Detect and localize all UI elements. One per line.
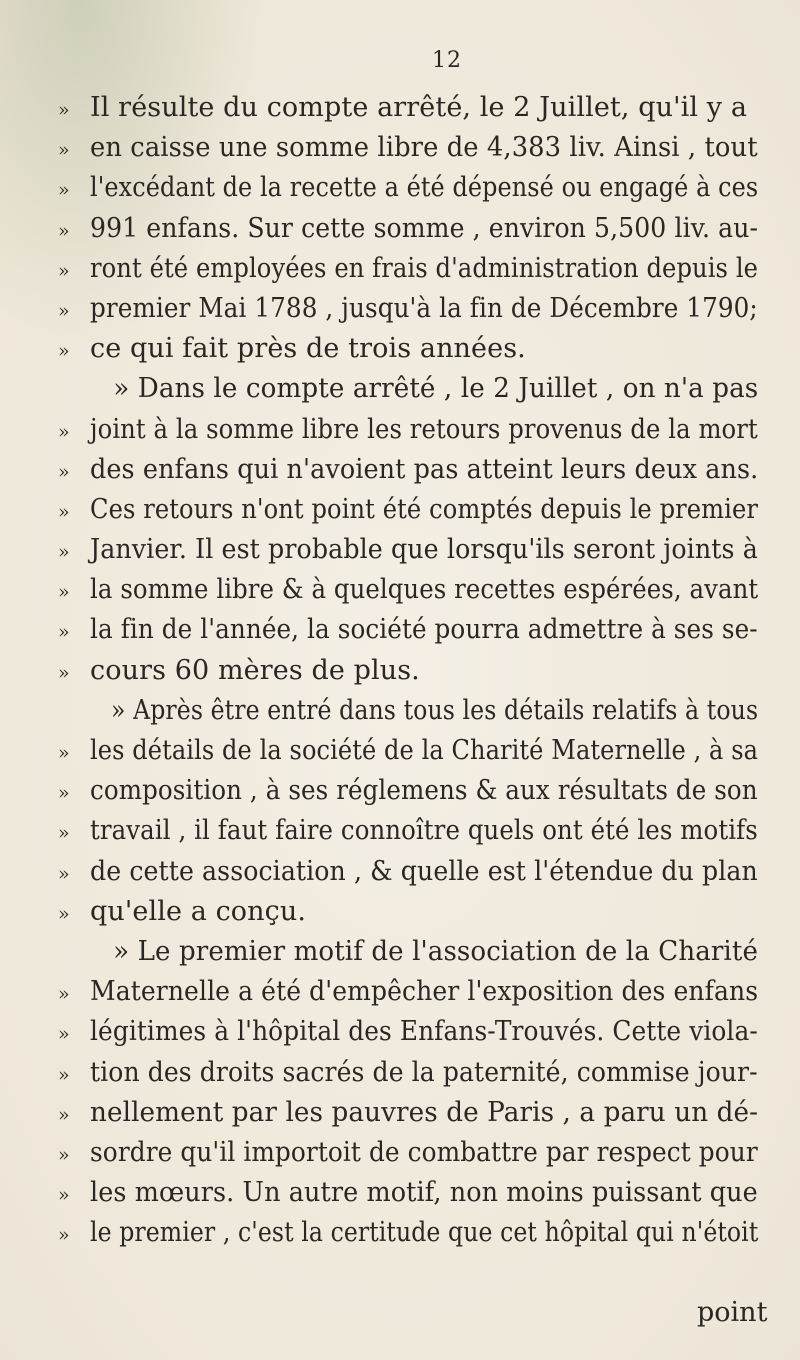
text-line — [58, 695, 758, 735]
text-line — [58, 614, 758, 654]
line-text: travail , il faut faire connoître quels ont été les motifs — [90, 815, 758, 847]
line-text: Ces retours n'ont point été comptés depuis le premier — [90, 493, 759, 525]
quote-mark: » — [58, 460, 70, 483]
line-text: premier Mai 1788 , jusqu'à la fin de Décembre 1790; — [90, 292, 758, 324]
quote-mark: » — [58, 219, 70, 242]
text-line — [58, 454, 758, 494]
text-line — [58, 856, 758, 896]
quote-mark: » — [58, 742, 70, 764]
line-text: tion des droits sacrés de la paternité, commise jour- — [90, 1056, 758, 1088]
text-line — [58, 253, 758, 293]
catchword: point — [697, 1297, 768, 1328]
quote-mark: » — [58, 1184, 70, 1207]
page-number: 12 — [432, 48, 462, 73]
line-text: l'excédant de la recette a été dépensé ou engagé à ces — [90, 172, 759, 204]
text-line — [58, 132, 758, 172]
quote-mark: » — [58, 621, 70, 644]
line-text: les détails de la société de la Charité Maternelle , à sa — [90, 735, 759, 766]
text-line — [58, 373, 758, 413]
quote-mark: » — [58, 661, 70, 684]
line-text: Il résulte du compte arrêté, le 2 Juillet, qu'il y a — [90, 92, 748, 123]
text-line — [58, 775, 758, 815]
quote-mark: » — [58, 581, 70, 604]
text-line — [58, 1177, 758, 1217]
line-text: Janvier. Il est probable que lorsqu'ils seront joints à — [90, 534, 758, 566]
line-text: de cette association , & quelle est l'étendue du plan — [90, 855, 758, 887]
line-text: qu'elle a conçu. — [90, 895, 307, 927]
line-text: en caisse une somme libre de 4,383 liv. Ainsi , tout — [90, 132, 758, 164]
quote-mark: » — [58, 99, 70, 121]
line-text: le premier , c'est la certitude que cet hôpital qui n'étoit — [90, 1217, 759, 1249]
body-text — [58, 92, 758, 1257]
text-line — [58, 896, 758, 936]
text-line — [58, 534, 758, 574]
quote-mark: » — [58, 1103, 70, 1126]
text-line — [58, 655, 758, 695]
text-line — [58, 1217, 758, 1257]
text-line — [58, 414, 758, 454]
line-text: » Le premier motif de l'association de la Charité — [113, 935, 758, 967]
line-text: les mœurs. Un autre motif, non moins puissant que — [90, 1177, 758, 1209]
text-line — [58, 92, 758, 132]
quote-mark: » — [58, 902, 70, 925]
line-text: des enfans qui n'avoient pas atteint leurs deux ans. — [90, 453, 759, 485]
line-text: sordre qu'il importoit de combattre par respect pour — [90, 1136, 758, 1168]
line-text: la somme libre & à quelques recettes espérées, avant — [90, 574, 759, 606]
quote-mark: » — [58, 1143, 70, 1166]
line-text: nellement par les pauvres de Paris , a paru un dé- — [90, 1096, 759, 1128]
text-line — [58, 1016, 758, 1056]
quote-mark: » — [58, 259, 70, 282]
quote-mark: » — [58, 139, 70, 162]
line-text: la fin de l'année, la société pourra admettre à ses se- — [90, 614, 758, 646]
text-line — [58, 976, 758, 1016]
quote-mark: » — [58, 541, 70, 564]
quote-mark: » — [58, 1023, 70, 1046]
text-line — [58, 293, 758, 333]
text-line — [58, 815, 758, 855]
quote-mark: » — [58, 983, 70, 1006]
line-text: ce qui fait près de trois années. — [90, 333, 526, 365]
line-text: composition , à ses réglemens & aux résultats de son — [90, 775, 758, 807]
text-line — [58, 936, 758, 976]
quote-mark: » — [58, 1224, 70, 1247]
text-line — [58, 1097, 758, 1137]
line-text: légitimes à l'hôpital des Enfans-Trouvés. Cette viola- — [90, 1016, 758, 1048]
text-line — [58, 1137, 758, 1177]
quote-mark: » — [58, 782, 70, 805]
quote-mark: » — [58, 179, 70, 202]
line-text: cours 60 mères de plus. — [90, 654, 420, 686]
quote-mark: » — [58, 299, 70, 322]
text-line — [58, 213, 758, 253]
line-text: ront été employées en frais d'administration depuis le — [90, 252, 759, 284]
line-text: » Dans le compte arrêté , le 2 Juillet , on n'a pas — [113, 373, 759, 405]
text-line — [58, 574, 758, 614]
quote-mark: » — [58, 862, 70, 885]
line-text: Maternelle a été d'empêcher l'exposition des enfans — [90, 976, 759, 1008]
quote-mark: » — [58, 340, 70, 363]
text-line — [58, 1057, 758, 1097]
line-text: joint à la somme libre les retours provenus de la mort — [90, 413, 758, 445]
text-line — [58, 172, 758, 212]
text-line — [58, 735, 758, 775]
text-line — [58, 333, 758, 373]
quote-mark: » — [58, 500, 70, 523]
text-line — [58, 494, 758, 534]
line-text: 991 enfans. Sur cette somme , environ 5,500 liv. au- — [90, 212, 759, 244]
quote-mark: » — [58, 822, 70, 845]
line-text: » Après être entré dans tous les détails relatifs à tous — [110, 694, 759, 726]
quote-mark: » — [58, 420, 70, 443]
quote-mark: » — [58, 1063, 70, 1086]
